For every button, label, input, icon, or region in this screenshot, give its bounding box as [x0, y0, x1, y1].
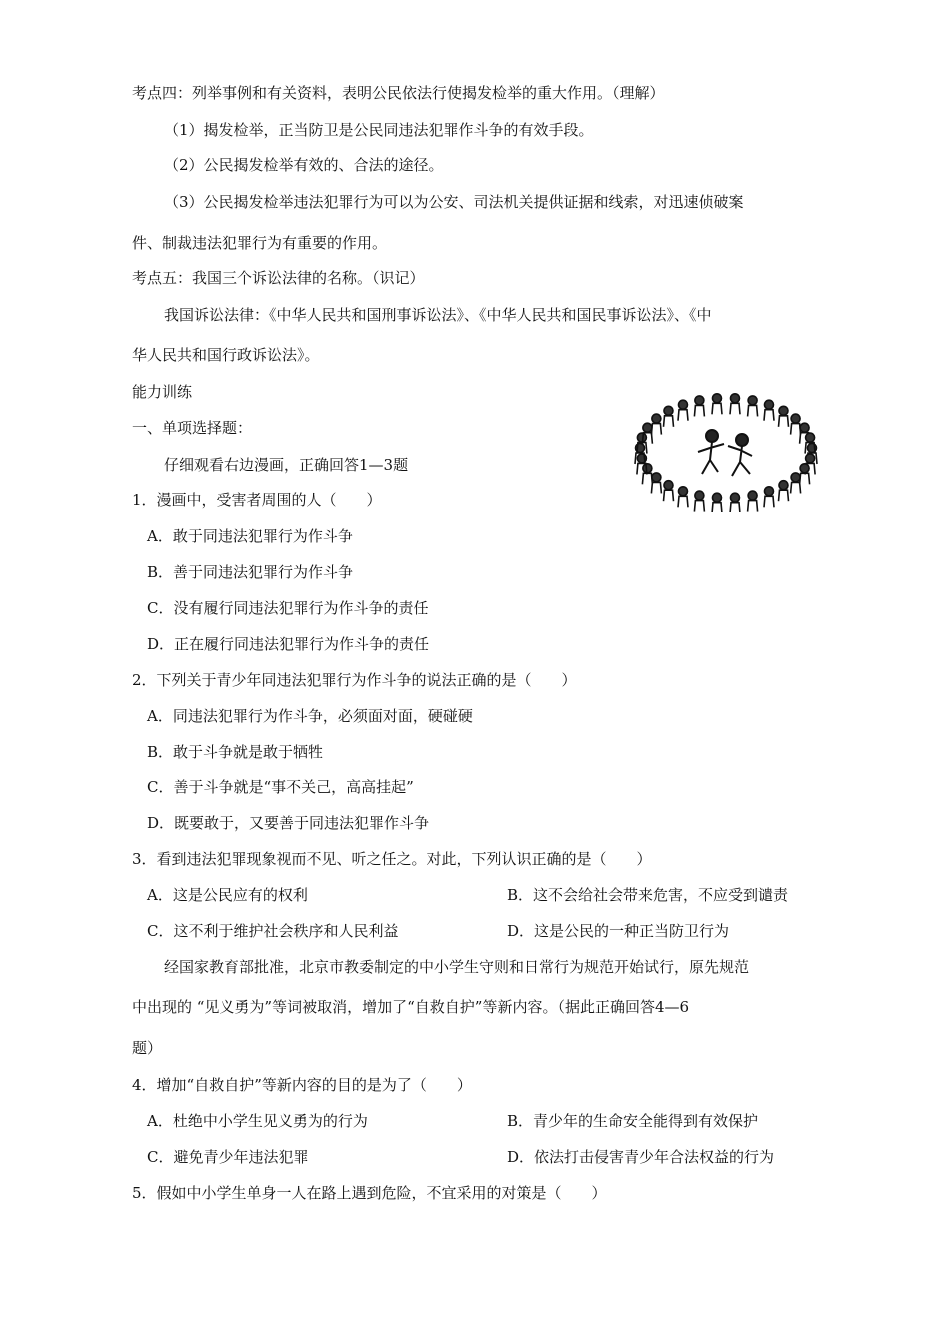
question-5-stem: 5．假如中小学生单身一人在路上遇到危险，不宜采用的对策是（ ） — [132, 1184, 607, 1202]
question-4-stem: 4．增加“自救自护”等新内容的目的是为了（ ） — [132, 1076, 472, 1094]
k4-item-1: （1）揭发检举，正当防卫是公民同违法犯罪作斗争的有效手段。 — [164, 121, 594, 139]
section-heading: 一、单项选择题： — [132, 419, 253, 437]
k5-title: 考点五：我国三个诉讼法律的名称。（识记） — [132, 269, 425, 287]
passage-line-3: 题） — [132, 1039, 163, 1057]
passage-line-2: 中出现的 “见义勇为”等词被取消，增加了“自救自护”等新内容。（据此正确回答4—6 — [132, 998, 690, 1016]
k4-item-3-line-1: （3）公民揭发检举违法犯罪行为可以为公安、司法机关提供证据和线索，对迅速侦破案 — [164, 193, 744, 211]
question-1-option-a: A．敢于同违法犯罪行为作斗争 — [147, 527, 353, 545]
question-4-option-d: D．依法打击侵害青少年合法权益的行为 — [507, 1148, 775, 1166]
question-1-option-c: C．没有履行同违法犯罪行为作斗争的责任 — [147, 599, 429, 617]
cartoon-crowd-circle-image — [630, 392, 822, 512]
k4-item-3-line-2: 件、制裁违法犯罪行为有重要的作用。 — [132, 234, 388, 252]
passage-line-1: 经国家教育部批准，北京市教委制定的中小学生守则和日常行为规范开始试行，原先规范 — [164, 958, 750, 976]
question-3-option-d: D．这是公民的一种正当防卫行为 — [507, 922, 730, 940]
question-3-stem: 3．看到违法犯罪现象视而不见、听之任之。对此，下列认识正确的是（ ） — [132, 850, 652, 868]
question-2-stem: 2．下列关于青少年同违法犯罪行为作斗争的说法正确的是（ ） — [132, 671, 577, 689]
k5-text-line-2: 华人民共和国行政诉讼法》。 — [132, 346, 320, 364]
question-2-option-a: A．同违法犯罪行为作斗争，必须面对面，硬碰硬 — [147, 707, 473, 725]
question-4-option-a: A．杜绝中小学生见义勇为的行为 — [147, 1112, 368, 1130]
question-3-option-a: A．这是公民应有的权利 — [147, 886, 308, 904]
question-3-option-b: B．这不会给社会带来危害，不应受到谴责 — [507, 886, 789, 904]
question-2-option-c: C．善于斗争就是“事不关己，高高挂起” — [147, 778, 414, 796]
question-4-option-c: C．避免青少年违法犯罪 — [147, 1148, 309, 1166]
question-1-option-b: B．善于同违法犯罪行为作斗争 — [147, 563, 354, 581]
cartoon-intro: 仔细观看右边漫画，正确回答1—3题 — [164, 456, 409, 474]
k5-text-line-1: 我国诉讼法律：《中华人民共和国刑事诉讼法》、《中华人民共和国民事诉讼法》、《中 — [164, 306, 712, 324]
question-3-option-c: C．这不利于维护社会秩序和人民利益 — [147, 922, 399, 940]
question-2-option-d: D．既要敢于，又要善于同违法犯罪作斗争 — [147, 814, 430, 832]
question-2-option-b: B．敢于斗争就是敢于牺牲 — [147, 743, 324, 761]
k4-title: 考点四：列举事例和有关资料，表明公民依法行使揭发检举的重大作用。（理解） — [132, 84, 665, 102]
k4-item-2: （2）公民揭发检举有效的、合法的途径。 — [164, 156, 444, 174]
question-4-option-b: B．青少年的生命安全能得到有效保护 — [507, 1112, 759, 1130]
training-heading: 能力训练 — [132, 383, 193, 401]
question-1-stem: 1．漫画中，受害者周围的人（ ） — [132, 491, 382, 509]
question-1-option-d: D．正在履行同违法犯罪行为作斗争的责任 — [147, 635, 430, 653]
